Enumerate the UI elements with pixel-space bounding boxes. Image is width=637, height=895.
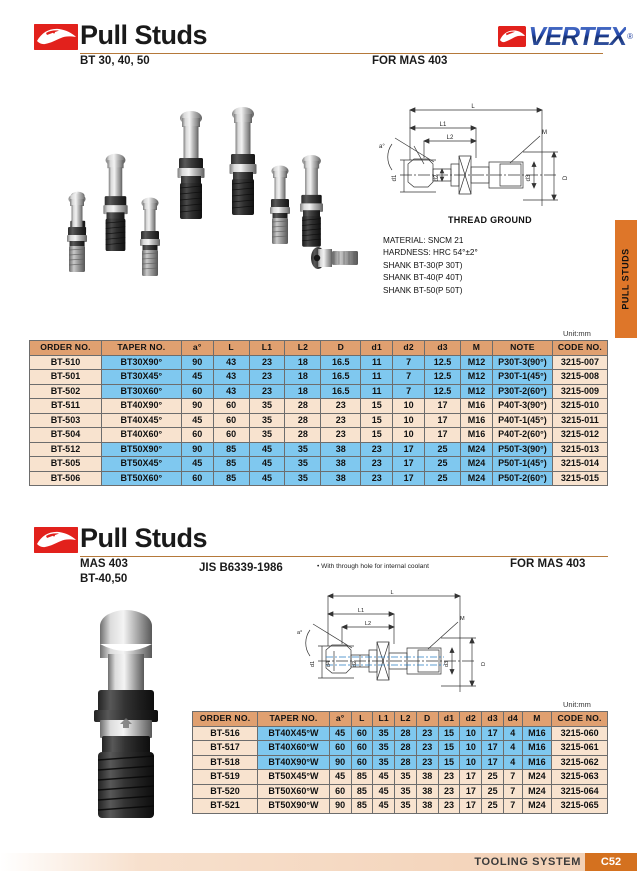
cell-d2: 17: [393, 442, 425, 457]
cell-taper-no: BT50X90°: [101, 442, 181, 457]
cell-l2: 35: [395, 799, 417, 814]
cell-d: 38: [416, 770, 438, 785]
cell-l2: 28: [285, 413, 321, 428]
cell-code-no: 3215-015: [552, 471, 607, 486]
footer-page-number: C52: [585, 853, 637, 871]
cell-taper-no: BT40X45°W: [258, 726, 330, 741]
section-2-jis-standard: JIS B6339-1986: [199, 562, 283, 574]
cell-l: 85: [213, 471, 249, 486]
svg-text:d1: d1: [392, 174, 398, 182]
svg-text:a°: a°: [379, 144, 385, 150]
cell-taper-no: BT30X90°: [101, 355, 181, 370]
cell-a: 90: [329, 799, 351, 814]
column-header-d4: d4: [504, 712, 523, 727]
table-row: [193, 741, 608, 756]
cell-m: M24: [461, 471, 493, 486]
cell-d1: 23: [361, 442, 393, 457]
pull-studs-group-photo: [48, 98, 368, 303]
cell-l2: 35: [285, 471, 321, 486]
cell-l2: 35: [395, 770, 417, 785]
cell-d3: 25: [425, 457, 461, 472]
cell-a: 45: [329, 726, 351, 741]
cell-m: M16: [461, 428, 493, 443]
cell-d3: 12.5: [425, 370, 461, 385]
cell-a: 90: [181, 399, 213, 414]
column-header-l1: L1: [373, 712, 395, 727]
cell-l: 60: [351, 755, 373, 770]
cell-a: 60: [181, 384, 213, 399]
cell-d3: 17: [425, 413, 461, 428]
cell-l1: 23: [249, 355, 285, 370]
cell-l1: 35: [373, 741, 395, 756]
cell-a: 45: [181, 413, 213, 428]
column-header-a: a°: [329, 712, 351, 727]
cell-l1: 23: [249, 384, 285, 399]
cell-d2: 17: [460, 799, 482, 814]
section-2-subtitle-line2: BT-40,50: [80, 573, 128, 585]
cell-l: 60: [213, 399, 249, 414]
column-header-d: D: [416, 712, 438, 727]
svg-text:L: L: [390, 590, 394, 596]
table-header-row: [30, 341, 608, 356]
cell-d2: 10: [460, 755, 482, 770]
cell-l2: 35: [395, 784, 417, 799]
cell-l: 85: [213, 457, 249, 472]
cell-d: 23: [321, 399, 361, 414]
cell-d1: 23: [438, 770, 460, 785]
section-1-subtitle-left: BT 30, 40, 50: [80, 55, 150, 67]
cell-code-no: 3215-008: [552, 370, 607, 385]
svg-text:d1: d1: [310, 660, 316, 668]
cell-l1: 45: [373, 784, 395, 799]
spec-item: SHANK BT-50(P 50T): [383, 285, 463, 295]
cell-l: 43: [213, 384, 249, 399]
cell-a: 60: [181, 428, 213, 443]
cell-a: 60: [329, 784, 351, 799]
cell-taper-no: BT50X45°W: [258, 770, 330, 785]
cell-taper-no: BT30X45°: [101, 370, 181, 385]
cell-d: 38: [416, 799, 438, 814]
cell-d3: 25: [425, 471, 461, 486]
svg-text:L2: L2: [446, 135, 454, 141]
cell-l1: 35: [249, 413, 285, 428]
cell-a: 45: [181, 370, 213, 385]
table-row: [193, 799, 608, 814]
cell-d: 38: [321, 457, 361, 472]
table-row: [193, 755, 608, 770]
cell-d: 16.5: [321, 370, 361, 385]
table-row: [193, 726, 608, 741]
cell-l2: 28: [395, 726, 417, 741]
table-body: [193, 726, 608, 813]
thread-ground-caption: THREAD GROUND: [448, 215, 532, 225]
title-rule: [80, 53, 603, 54]
cell-d: 16.5: [321, 355, 361, 370]
cell-d3: 17: [425, 428, 461, 443]
cell-l1: 45: [249, 471, 285, 486]
cell-d1: 11: [361, 355, 393, 370]
cell-order-no: BT-521: [193, 799, 258, 814]
cell-a: 90: [181, 442, 213, 457]
cell-d4: 7: [504, 784, 523, 799]
cell-m: M24: [522, 799, 552, 814]
cell-taper-no: BT40X60°W: [258, 741, 330, 756]
section-2-subtitle-line1: MAS 403: [80, 558, 128, 570]
cell-d2: 7: [393, 370, 425, 385]
table-row: [30, 471, 608, 486]
cell-d2: 10: [393, 428, 425, 443]
cell-d2: 17: [460, 770, 482, 785]
cell-d4: 4: [504, 741, 523, 756]
cell-l: 60: [351, 741, 373, 756]
cell-m: M16: [522, 755, 552, 770]
cell-d3: 17: [482, 726, 504, 741]
cell-taper-no: BT40X90°: [101, 399, 181, 414]
cell-note: P30T-2(60°): [492, 384, 552, 399]
cell-d1: 15: [361, 428, 393, 443]
cell-order-no: BT-512: [30, 442, 102, 457]
column-header-l: L: [213, 341, 249, 356]
cell-d: 23: [416, 755, 438, 770]
spec-item: HARDNESS: HRC 54°±2°: [383, 248, 478, 258]
cell-l1: 45: [249, 457, 285, 472]
cell-code-no: 3215-064: [552, 784, 608, 799]
cell-l2: 18: [285, 355, 321, 370]
cell-note: P30T-1(45°): [492, 370, 552, 385]
cell-a: 45: [181, 457, 213, 472]
column-header-d2: d2: [393, 341, 425, 356]
cell-d1: 15: [438, 741, 460, 756]
column-header-d2: d2: [460, 712, 482, 727]
cell-d3: 17: [482, 755, 504, 770]
cell-note: P30T-3(90°): [492, 355, 552, 370]
coolant-note: • With through hole for internal coolant: [317, 563, 429, 570]
cell-d1: 15: [361, 399, 393, 414]
cell-l1: 23: [249, 370, 285, 385]
section-1-subtitle-right: FOR MAS 403: [372, 55, 448, 67]
cell-taper-no: BT50X60°W: [258, 784, 330, 799]
unit-note-2: Unit:mm: [563, 700, 591, 709]
cell-note: P50T-2(60°): [492, 471, 552, 486]
section-1-spec-list: [383, 235, 478, 297]
column-header-code-no: CODE NO.: [552, 712, 608, 727]
cell-note: P40T-2(60°): [492, 428, 552, 443]
cell-l2: 18: [285, 370, 321, 385]
cell-order-no: BT-518: [193, 755, 258, 770]
cell-d: 23: [321, 413, 361, 428]
cell-l2: 28: [395, 755, 417, 770]
column-header-l: L: [351, 712, 373, 727]
eagle-head-logo-icon: [34, 527, 78, 553]
column-header-l2: L2: [285, 341, 321, 356]
cell-d: 38: [416, 784, 438, 799]
cell-m: M24: [461, 457, 493, 472]
svg-text:L1: L1: [439, 122, 447, 128]
cell-code-no: 3215-062: [552, 755, 608, 770]
column-header-d1: d1: [361, 341, 393, 356]
cell-d2: 17: [393, 457, 425, 472]
cell-order-no: BT-503: [30, 413, 102, 428]
svg-text:a°: a°: [297, 630, 303, 636]
cell-m: M12: [461, 384, 493, 399]
cell-note: P50T-1(45°): [492, 457, 552, 472]
registered-mark: ®: [627, 31, 633, 41]
cell-code-no: 3215-009: [552, 384, 607, 399]
title-rule: [80, 556, 608, 557]
svg-text:L1: L1: [357, 608, 365, 614]
cell-m: M16: [522, 741, 552, 756]
cell-d4: 4: [504, 726, 523, 741]
cell-d: 38: [321, 442, 361, 457]
cell-code-no: 3215-007: [552, 355, 607, 370]
cell-m: M12: [461, 355, 493, 370]
cell-d4: 7: [504, 770, 523, 785]
cell-l1: 45: [249, 442, 285, 457]
page-title: Pull Studs: [80, 523, 208, 553]
cell-taper-no: BT40X90°W: [258, 755, 330, 770]
cell-d1: 15: [361, 413, 393, 428]
cell-code-no: 3215-013: [552, 442, 607, 457]
cell-d3: 17: [425, 399, 461, 414]
cell-d: 38: [321, 471, 361, 486]
cell-l: 60: [351, 726, 373, 741]
cell-code-no: 3215-010: [552, 399, 607, 414]
cell-order-no: BT-516: [193, 726, 258, 741]
cell-taper-no: BT40X60°: [101, 428, 181, 443]
pull-stud-dimension-drawing-1: [362, 96, 602, 214]
cell-m: M24: [522, 784, 552, 799]
cell-d1: 23: [361, 457, 393, 472]
cell-d3: 25: [482, 799, 504, 814]
side-tab-pull-studs: [615, 220, 637, 338]
spec-item: SHANK BT-30(P 30T): [383, 260, 463, 270]
table-row: [30, 428, 608, 443]
cell-a: 60: [181, 471, 213, 486]
cell-code-no: 3215-063: [552, 770, 608, 785]
cell-taper-no: BT40X45°: [101, 413, 181, 428]
cell-m: M16: [522, 726, 552, 741]
cell-l: 43: [213, 355, 249, 370]
table-row: [30, 370, 608, 385]
column-header-taper-no: TAPER NO.: [258, 712, 330, 727]
column-header-d: D: [321, 341, 361, 356]
cell-d1: 23: [438, 784, 460, 799]
column-header-note: NOTE: [492, 341, 552, 356]
svg-text:M: M: [460, 616, 465, 622]
cell-d: 23: [416, 726, 438, 741]
cell-l2: 35: [285, 442, 321, 457]
cell-a: 60: [329, 741, 351, 756]
cell-note: P50T-3(90°): [492, 442, 552, 457]
column-header-code-no: CODE NO.: [552, 341, 607, 356]
cell-code-no: 3215-011: [552, 413, 607, 428]
spec-item: MATERIAL: SNCM 21: [383, 236, 464, 245]
svg-text:D: D: [563, 175, 569, 181]
cell-l2: 28: [285, 428, 321, 443]
spec-table-2: [192, 711, 608, 814]
column-header-d1: d1: [438, 712, 460, 727]
cell-m: M16: [461, 399, 493, 414]
svg-text:L2: L2: [364, 621, 372, 627]
cell-order-no: BT-505: [30, 457, 102, 472]
svg-text:D: D: [481, 661, 487, 667]
table-row: [30, 399, 608, 414]
cell-order-no: BT-519: [193, 770, 258, 785]
page-title: Pull Studs: [80, 20, 208, 50]
pull-stud-dimension-drawing-2: [282, 588, 532, 700]
cell-a: 90: [329, 755, 351, 770]
table-row: [193, 784, 608, 799]
cell-m: M24: [461, 442, 493, 457]
cell-m: M12: [461, 370, 493, 385]
cell-l2: 35: [285, 457, 321, 472]
cell-l1: 35: [249, 428, 285, 443]
cell-d2: 17: [460, 784, 482, 799]
column-header-taper-no: TAPER NO.: [101, 341, 181, 356]
cell-note: P40T-1(45°): [492, 413, 552, 428]
table-row: [193, 770, 608, 785]
column-header-l1: L1: [249, 341, 285, 356]
cell-order-no: BT-511: [30, 399, 102, 414]
cell-d: 23: [416, 741, 438, 756]
cell-l1: 45: [373, 770, 395, 785]
svg-text:d4: d4: [326, 660, 332, 668]
cell-d1: 11: [361, 384, 393, 399]
cell-order-no: BT-506: [30, 471, 102, 486]
eagle-head-logo-icon: [34, 24, 78, 50]
table-row: [30, 457, 608, 472]
cell-l: 85: [213, 442, 249, 457]
column-header-m: M: [522, 712, 552, 727]
cell-d2: 10: [460, 741, 482, 756]
table-row: [30, 355, 608, 370]
cell-d2: 10: [393, 399, 425, 414]
footer-label: TOOLING SYSTEM: [474, 856, 581, 868]
unit-note-1: Unit:mm: [563, 329, 591, 338]
cell-d: 23: [321, 428, 361, 443]
table-row: [30, 413, 608, 428]
cell-l1: 35: [373, 755, 395, 770]
cell-d1: 15: [438, 726, 460, 741]
svg-text:d2: d2: [434, 174, 440, 182]
svg-text:d3: d3: [444, 660, 450, 668]
cell-code-no: 3215-061: [552, 741, 608, 756]
cell-d3: 12.5: [425, 384, 461, 399]
side-tab-label: PULL STUDS: [621, 248, 631, 310]
cell-l1: 35: [373, 726, 395, 741]
cell-a: 90: [181, 355, 213, 370]
cell-d2: 10: [393, 413, 425, 428]
cell-taper-no: BT50X45°: [101, 457, 181, 472]
section-2-subtitle-right: FOR MAS 403: [510, 558, 586, 570]
cell-l: 43: [213, 370, 249, 385]
cell-l: 60: [213, 413, 249, 428]
cell-l2: 18: [285, 384, 321, 399]
cell-taper-no: BT30X60°: [101, 384, 181, 399]
cell-m: M16: [461, 413, 493, 428]
table-body: [30, 355, 608, 486]
column-header-a: a°: [181, 341, 213, 356]
cell-d1: 23: [438, 799, 460, 814]
cell-d3: 17: [482, 741, 504, 756]
cell-d4: 4: [504, 755, 523, 770]
cell-taper-no: BT50X60°: [101, 471, 181, 486]
cell-d3: 25: [482, 770, 504, 785]
cell-order-no: BT-517: [193, 741, 258, 756]
cell-d3: 25: [425, 442, 461, 457]
cell-d2: 7: [393, 355, 425, 370]
cell-l: 85: [351, 770, 373, 785]
column-header-l2: L2: [395, 712, 417, 727]
svg-text:d2: d2: [352, 660, 358, 668]
cell-d2: 7: [393, 384, 425, 399]
cell-l1: 35: [249, 399, 285, 414]
cell-order-no: BT-501: [30, 370, 102, 385]
svg-text:d3: d3: [526, 174, 532, 182]
cell-m: M24: [522, 770, 552, 785]
column-header-d3: d3: [482, 712, 504, 727]
vertex-eagle-icon: [498, 26, 526, 47]
cell-l: 85: [351, 799, 373, 814]
cell-a: 45: [329, 770, 351, 785]
cell-d: 16.5: [321, 384, 361, 399]
cell-code-no: 3215-065: [552, 799, 608, 814]
svg-text:M: M: [542, 130, 547, 136]
cell-l: 85: [351, 784, 373, 799]
cell-code-no: 3215-014: [552, 457, 607, 472]
column-header-m: M: [461, 341, 493, 356]
cell-l2: 28: [285, 399, 321, 414]
cell-d3: 12.5: [425, 355, 461, 370]
cell-l2: 28: [395, 741, 417, 756]
cell-order-no: BT-520: [193, 784, 258, 799]
page-footer: [0, 853, 637, 871]
cell-order-no: BT-502: [30, 384, 102, 399]
cell-order-no: BT-510: [30, 355, 102, 370]
column-header-order-no: ORDER NO.: [193, 712, 258, 727]
cell-taper-no: BT50X90°W: [258, 799, 330, 814]
cell-order-no: BT-504: [30, 428, 102, 443]
cell-code-no: 3215-060: [552, 726, 608, 741]
cell-code-no: 3215-012: [552, 428, 607, 443]
table-row: [30, 384, 608, 399]
svg-text:L: L: [471, 104, 475, 110]
spec-item: SHANK BT-40(P 40T): [383, 273, 463, 283]
cell-note: P40T-3(90°): [492, 399, 552, 414]
cell-d1: 15: [438, 755, 460, 770]
cell-d1: 23: [361, 471, 393, 486]
spec-table-1: [29, 340, 608, 486]
cell-l1: 45: [373, 799, 395, 814]
cell-d1: 11: [361, 370, 393, 385]
table-row: [30, 442, 608, 457]
vertex-wordmark: VERTEX: [528, 21, 627, 51]
pull-stud-single-photo: [66, 604, 186, 826]
column-header-d3: d3: [425, 341, 461, 356]
cell-l: 60: [213, 428, 249, 443]
vertex-brand-logo: [498, 22, 633, 50]
cell-d3: 25: [482, 784, 504, 799]
cell-d2: 10: [460, 726, 482, 741]
cell-d4: 7: [504, 799, 523, 814]
cell-d2: 17: [393, 471, 425, 486]
column-header-order-no: ORDER NO.: [30, 341, 102, 356]
table-header-row: [193, 712, 608, 727]
